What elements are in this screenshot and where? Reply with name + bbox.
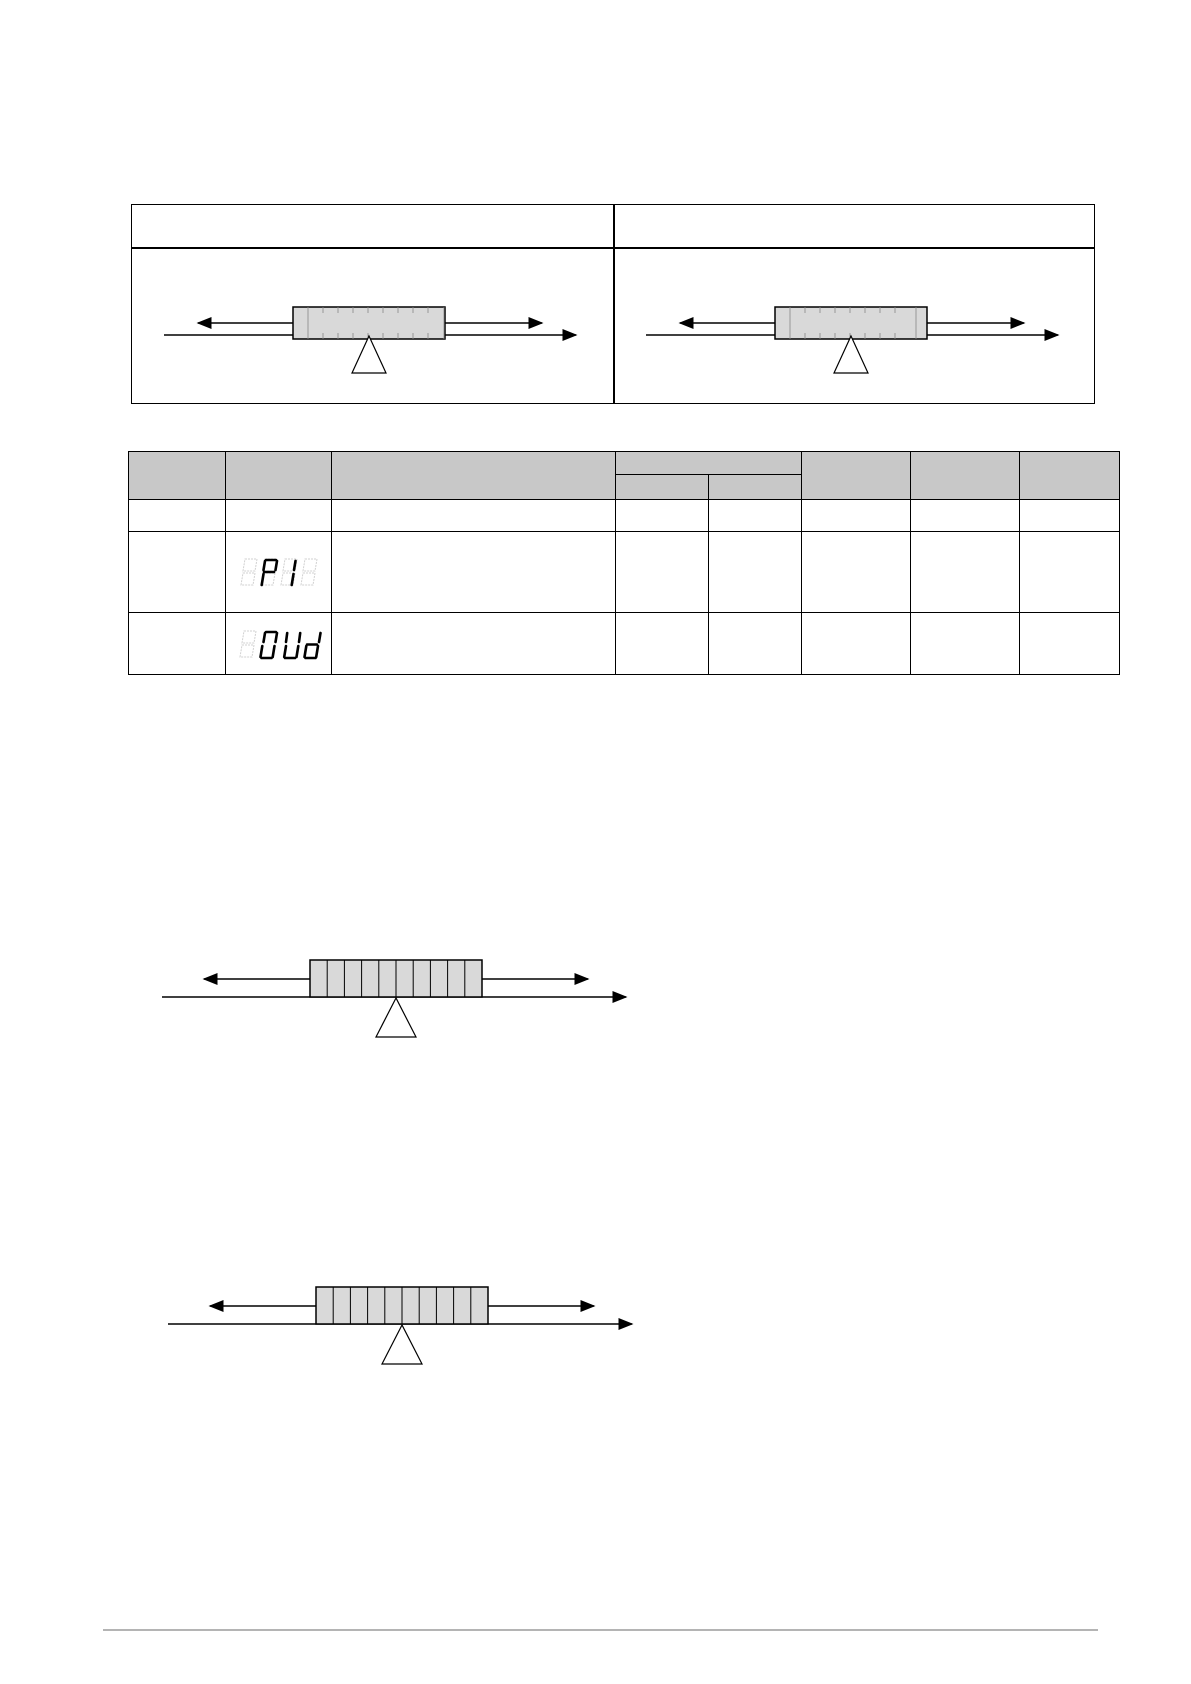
table-cell: [802, 613, 911, 675]
display-cell: [226, 613, 332, 675]
table-cell: [709, 500, 802, 532]
block: [293, 307, 445, 339]
table-cell: [616, 500, 709, 532]
table-cell: [332, 613, 616, 675]
table-cell: [802, 500, 911, 532]
fulcrum-icon: [352, 336, 386, 373]
diagram-table-divider: [613, 205, 615, 403]
col-header-4: [616, 475, 709, 500]
fulcrum-icon: [834, 336, 868, 373]
table-cell: [709, 613, 802, 675]
table-cell: [1020, 532, 1120, 613]
col-header-6: [802, 452, 911, 500]
table-row: [129, 500, 1120, 532]
table-cell: [129, 532, 226, 613]
table-cell: [129, 500, 226, 532]
table-cell: [911, 532, 1020, 613]
diagram-table: [131, 204, 1095, 404]
table-row: [129, 532, 1120, 613]
lever-diagram-lower-2: [166, 1282, 636, 1367]
lever-diagram-lower-1: [160, 955, 630, 1040]
table-cell: [802, 532, 911, 613]
col-header-5: [709, 475, 802, 500]
col-header-2: [226, 452, 332, 500]
diagram-header-right: [614, 205, 1095, 247]
table-cell: [129, 613, 226, 675]
table-cell: [911, 613, 1020, 675]
table-cell: [226, 500, 332, 532]
display-cell: [226, 532, 332, 613]
col-header-group: [616, 452, 802, 475]
seven-segment-p1-icon: [239, 556, 319, 588]
col-header-8: [1020, 452, 1120, 500]
table-cell: [332, 532, 616, 613]
parameter-table: [128, 451, 1120, 675]
table-row: [129, 613, 1120, 675]
lever-diagram-left: [160, 285, 580, 395]
table-cell: [709, 532, 802, 613]
table-cell: [332, 500, 616, 532]
diagram-table-header-rule: [132, 247, 1094, 249]
col-header-7: [911, 452, 1020, 500]
seven-segment-ovd-icon: [236, 628, 322, 660]
table-cell: [616, 613, 709, 675]
diagram-header-left: [132, 205, 613, 247]
fulcrum-icon: [382, 1325, 422, 1364]
table-cell: [1020, 613, 1120, 675]
footer-rule: [103, 1629, 1098, 1631]
lever-diagram-right: [642, 285, 1062, 395]
fulcrum-icon: [376, 998, 416, 1037]
table-cell: [616, 532, 709, 613]
block: [775, 307, 927, 339]
col-header-1: [129, 452, 226, 500]
table-cell: [911, 500, 1020, 532]
col-header-3: [332, 452, 616, 500]
table-cell: [1020, 500, 1120, 532]
